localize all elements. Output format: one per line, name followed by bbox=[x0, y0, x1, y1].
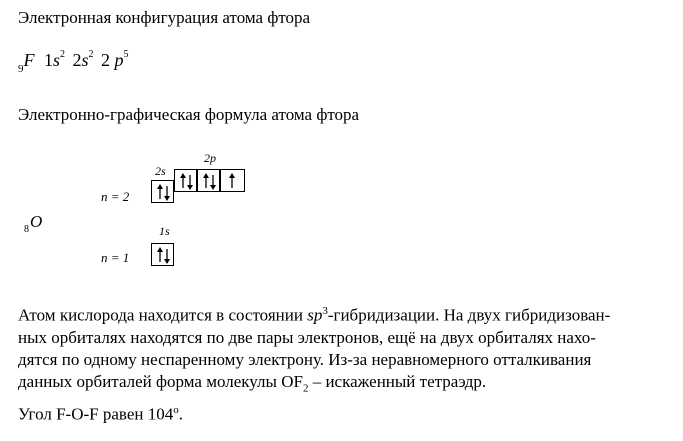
heading-graphical-formula: Электронно-графическая формула атома фтора bbox=[18, 105, 360, 124]
level-label-n1: n = 1 bbox=[101, 250, 130, 265]
sublevel-label-2s: 2s bbox=[155, 164, 166, 178]
paragraph-line-2: ных орбиталях находятся по две пары электронов, ещё на двух орбиталях нахо- bbox=[18, 327, 596, 347]
heading-configuration: Электронная конфигурация атома фтора bbox=[18, 8, 311, 27]
paragraph-line-4: данных орбиталей форма молекулы $OF_2$ – искаженный тетраэдр. bbox=[18, 371, 487, 395]
paragraph-line-5: Угол F-O-F равен 104$^o$. bbox=[18, 404, 183, 424]
orbital-cell-2p-1 bbox=[174, 169, 197, 192]
orbital-cell-2p-2 bbox=[197, 169, 220, 192]
level-label-n2: n = 2 bbox=[101, 189, 130, 204]
sublevel-label-2p: 2p bbox=[204, 151, 216, 165]
orbital-cell-2s bbox=[151, 180, 174, 203]
atomic-number: 9 bbox=[18, 63, 24, 75]
up-arrow-icon bbox=[221, 170, 244, 193]
atom-label: $_8$O bbox=[24, 212, 43, 235]
up-down-arrows-icon bbox=[175, 170, 198, 193]
explanation-paragraph bbox=[18, 300, 670, 426]
orbital-cell-2p-3 bbox=[220, 169, 245, 192]
electron-configuration-formula bbox=[18, 49, 129, 75]
sublevel-label-1s: 1s bbox=[159, 224, 170, 238]
paragraph-line-1: Атом кислорода находится в состоянии $sp^3$-гибридизации. На двух гибридизован- bbox=[18, 305, 611, 325]
orbital-2s: $2s^2$ bbox=[72, 49, 94, 70]
up-down-arrows-icon bbox=[198, 170, 221, 193]
orbital-cell-1s bbox=[151, 243, 174, 266]
orbital-1s: $1s^2$ bbox=[44, 49, 66, 70]
element-symbol: F bbox=[23, 50, 35, 70]
paragraph-line-3: дятся по одному неспаренному электрону. Из-за неравномерного отталкивания bbox=[18, 349, 592, 369]
up-down-arrows-icon bbox=[152, 181, 175, 204]
orbital-2p: 2 $p^5$ bbox=[101, 49, 129, 70]
up-down-arrows-icon bbox=[152, 244, 175, 267]
